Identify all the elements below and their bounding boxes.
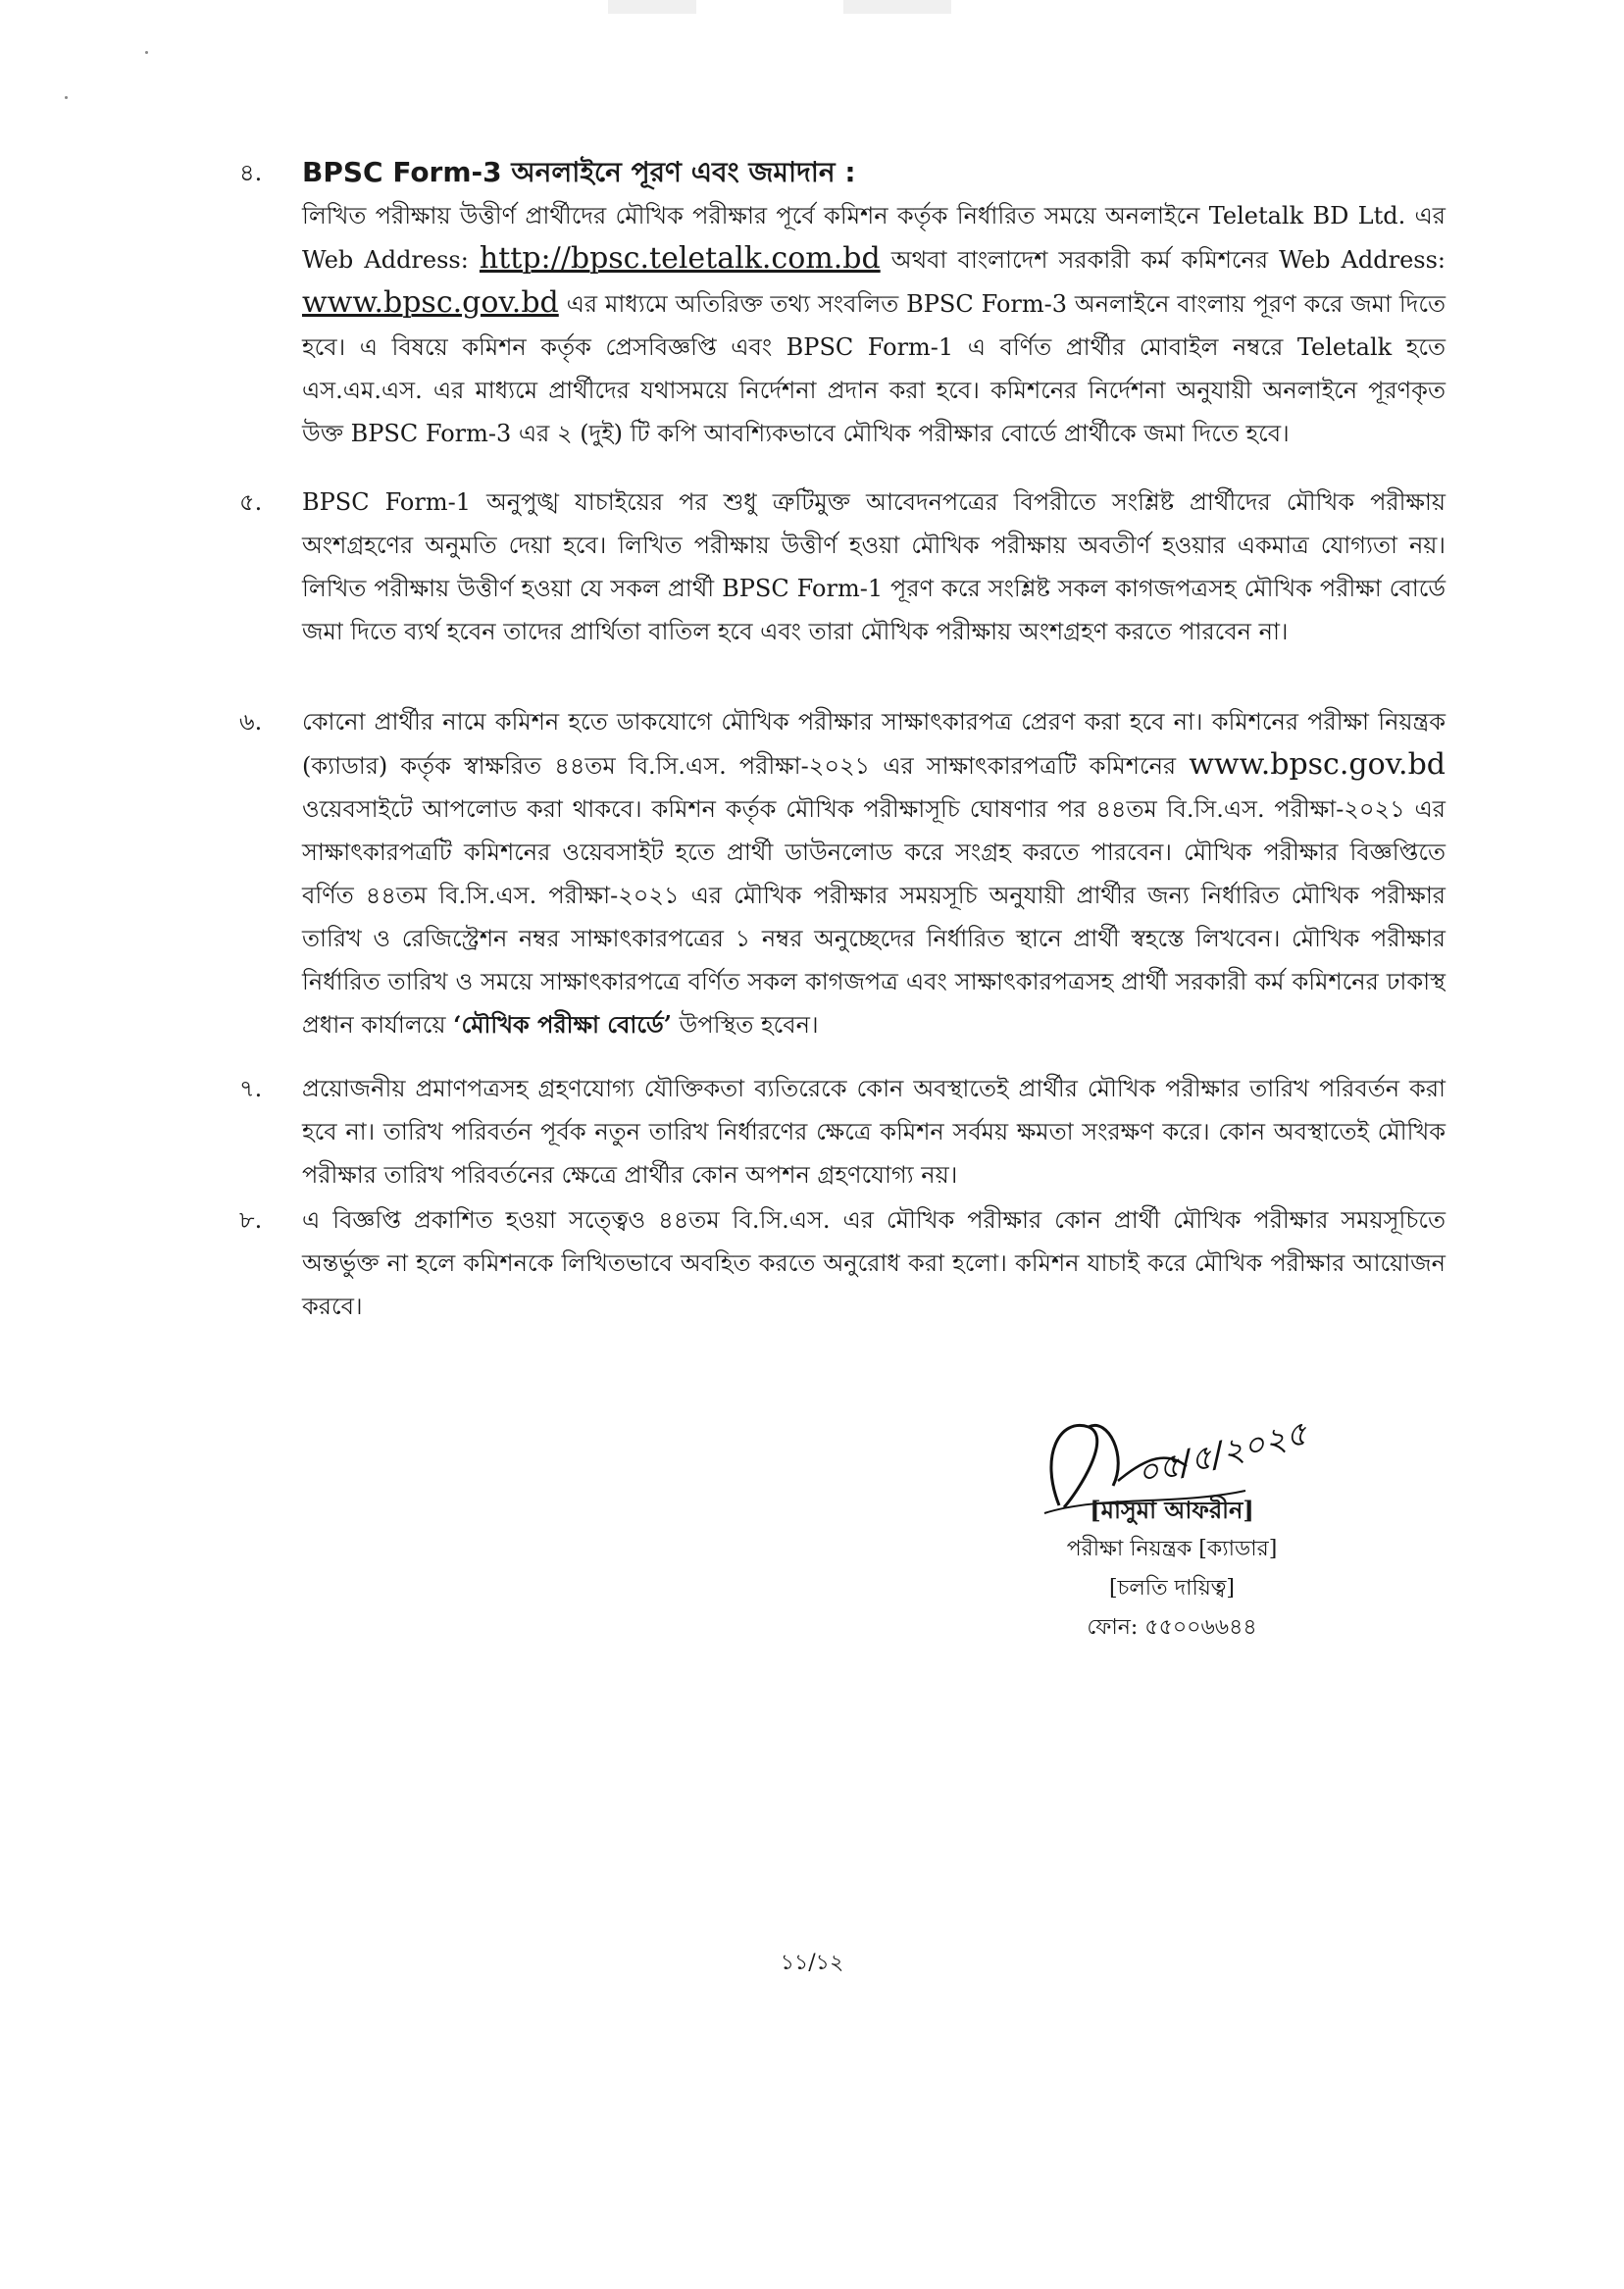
item-body xyxy=(302,194,1446,455)
viva-board-emphasis: ‘মৌখিক পরীক্ষা বোর্ডে’ xyxy=(453,1010,673,1039)
text-segment: এর মাধ্যমে অতিরিক্ত তথ্য সংবলিত BPSC Form-3 অনলাইনে বাংলায় পূরণ করে জমা দিতে হবে। এ বিষয়ে কমিশন কর্তৃক প্রেসবিজ্ঞপ্তি এবং BPSC Form-1 এ বর্ণিত প্রার্থীর মোবাইল নম্বরে Teletalk হতে এস.এম.এস. এর মাধ্যমে প্রার্থীদের যথাসময়ে নির্দেশনা প্রদান করা হবে। কমিশনের নির্দেশনা অনুযায়ী অনলাইনে পূরণকৃত উক্ত BPSC Form-3 এর ২ (দুই) টি কপি আবশ্যিকভাবে মৌখিক পরীক্ষার বোর্ডে প্রার্থীকে জমা দিতে হবে। xyxy=(302,290,1446,447)
text-segment: উপস্থিত হবেন। xyxy=(672,1011,819,1039)
signatory-designation: পরীক্ষা নিয়ন্ত্রক [ক্যাডার] xyxy=(1066,1537,1278,1561)
scan-speck xyxy=(145,51,148,54)
signatory-status: [চলতি দায়িত্ব] xyxy=(1108,1576,1236,1601)
teletalk-link[interactable]: http://bpsc.teletalk.com.bd xyxy=(479,241,881,276)
item-body: BPSC Form-1 অনুপুঙ্খ যাচাইয়ের পর শুধু ত্রুটিমুক্ত আবেদনপত্রের বিপরীতে সংশ্লিষ্ট প্রার্থীদের মৌখিক পরীক্ষায় অংশগ্রহণের অনুমতি দেয়া হবে। লিখিত পরীক্ষায় উত্তীর্ণ হওয়া মৌখিক পরীক্ষায় অবতীর্ণ হওয়ার একমাত্র যোগ্যতা নয়। লিখিত পরীক্ষায় উত্তীর্ণ হওয়া যে সকল প্রার্থী BPSC Form-1 পূরণ করে সংশ্লিষ্ট সকল কাগজপত্রসহ মৌখিক পরীক্ষা বোর্ডে জমা দিতে ব্যর্থ হবেন তাদের প্রার্থিতা বাতিল হবে এবং তারা মৌখিক পরীক্ষায় অংশগ্রহণ করতে পারবেন না। xyxy=(302,488,1446,645)
text-segment: কোনো প্রার্থীর নামে কমিশন হতে ডাকযোগে মৌখিক পরীক্ষার সাক্ষাৎকারপত্র প্রেরণ করা হবে না। কমিশনের পরীক্ষা নিয়ন্ত্রক (ক্যাডার) কর্তৃক স্বাক্ষরিত ৪৪তম বি.সি.এস. পরীক্ষা-২০২১ এর সাক্ষাৎকারপত্রটি কমিশনের xyxy=(302,708,1446,780)
item-number: ৬. xyxy=(239,708,263,736)
list-item-7 xyxy=(239,1067,1446,1196)
item-body: এ বিজ্ঞপ্তি প্রকাশিত হওয়া সত্ত্বেও ৪৪তম বি.সি.এস. এর মৌখিক পরীক্ষার কোন প্রার্থী মৌখিক পরীক্ষার সময়সূচিতে অন্তর্ভুক্ত না হলে কমিশনকে লিখিতভাবে অবহিত করতে অনুরোধ করা হলো। কমিশন যাচাই করে মৌখিক পরীক্ষার আয়োজন করবে। xyxy=(302,1206,1446,1320)
item-heading: BPSC Form-3 অনলাইনে পূরণ এবং জমাদান : xyxy=(302,156,856,188)
signatory-phone: ফোন: ৫৫০০৬৬৪৪ xyxy=(1087,1615,1257,1640)
text-segment: লিখিত পরীক্ষায় উত্তীর্ণ প্রার্থীদের মৌখিক পরীক্ষার পূর্বে কমিশন কর্তৃক নির্ধারিত সময়ে অনলাইনে Teletalk BD Ltd. এর Web Address: xyxy=(302,202,1446,274)
list-item-5 xyxy=(239,481,1446,653)
text-segment: ওয়েবসাইটে আপলোড করা থাকবে। কমিশন কর্তৃক মৌখিক পরীক্ষাসূচি ঘোষণার পর ৪৪তম বি.সি.এস. পরীক্ষা-২০২১ এর সাক্ষাৎকারপত্রটি কমিশনের ওয়েবসাইট হতে প্রার্থী ডাউনলোড করে সংগ্রহ করতে পারবেন। মৌখিক পরীক্ষার বিজ্ঞপ্তিতে বর্ণিত ৪৪তম বি.সি.এস. পরীক্ষা-২০২১ এর মৌখিক পরীক্ষার সময়সূচি অনুযায়ী প্রার্থীর জন্য নির্ধারিত মৌখিক পরীক্ষার তারিখ ও রেজিস্ট্রেশন নম্বর সাক্ষাৎকারপত্রের ১ নম্বর অনুচ্ছেদের নির্ধারিত স্থানে প্রার্থী স্বহস্তে লিখবেন। মৌখিক পরীক্ষার নির্ধারিত তারিখ ও সময়ে সাক্ষাৎকারপত্রে বর্ণিত সকল কাগজপত্র এবং সাক্ষাৎকারপত্রসহ প্রার্থী সরকারী কর্ম কমিশনের ঢাকাস্থ প্রধান কার্যালয়ে xyxy=(302,795,1446,1039)
signature-block xyxy=(1010,1491,1334,1648)
item-body xyxy=(302,700,1446,1046)
scan-speck xyxy=(65,96,68,99)
list-item-8 xyxy=(239,1198,1446,1328)
scan-artifact xyxy=(843,0,951,14)
scan-artifact xyxy=(608,0,696,14)
list-item-6 xyxy=(239,700,1446,1046)
list-item-4 xyxy=(239,151,1446,455)
page-number: ১১/১২ xyxy=(780,1951,844,1975)
signatory-name: [মাসুমা আফরীন] xyxy=(1090,1496,1254,1524)
item-number: ৫. xyxy=(239,488,263,516)
item-number: ৭. xyxy=(239,1075,263,1102)
item-number: ৮. xyxy=(239,1206,263,1234)
item-body: প্রয়োজনীয় প্রমাণপত্রসহ গ্রহণযোগ্য যৌক্তিকতা ব্যতিরেকে কোন অবস্থাতেই প্রার্থীর মৌখিক পরীক্ষার তারিখ পরিবর্তন করা হবে না। তারিখ পরিবর্তন পূর্বক নতুন তারিখ নির্ধারণের ক্ষেত্রে কমিশন সর্বময় ক্ষমতা সংরক্ষণ করে। কোন অবস্থাতেই মৌখিক পরীক্ষার তারিখ পরিবর্তনের ক্ষেত্রে প্রার্থীর কোন অপশন গ্রহণযোগ্য নয়। xyxy=(302,1075,1446,1189)
text-segment: অথবা বাংলাদেশ সরকারী কর্ম কমিশনের Web Address: xyxy=(880,246,1446,274)
item-number: ৪. xyxy=(239,159,263,186)
signature-date: ০৫/৫/২০২৫ xyxy=(1133,1413,1312,1495)
bpsc-website-link[interactable]: www.bpsc.gov.bd xyxy=(1189,747,1446,782)
bpsc-website-link[interactable]: www.bpsc.gov.bd xyxy=(302,285,559,320)
